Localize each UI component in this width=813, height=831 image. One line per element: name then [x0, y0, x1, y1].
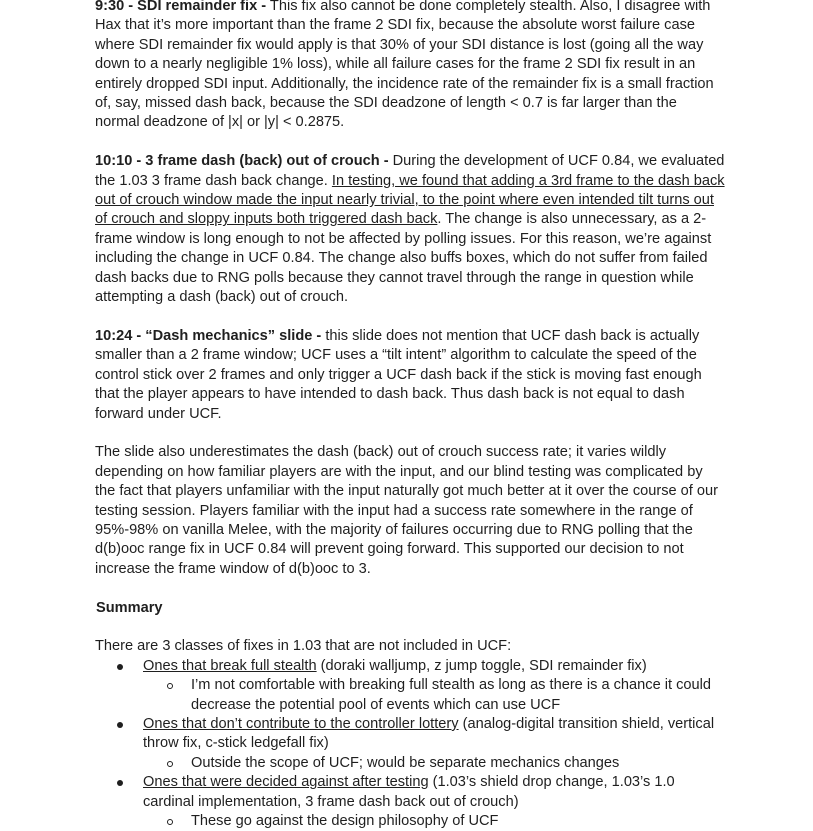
list-item-label: Ones that don’t contribute to the controller lottery	[143, 715, 459, 732]
hollow-bullet-icon	[167, 819, 173, 825]
paragraph-dash-mechanics-slide	[95, 327, 725, 424]
list-item-detail: (doraki walljump, z jump toggle, SDI remainder fix)	[316, 657, 647, 674]
summary-heading: Summary	[96, 599, 163, 616]
sub-list-item-text: I’m not comfortable with breaking full stealth as long as there is a chance it could decrease the potential pool of events which can use UCF	[191, 677, 711, 713]
sub-list-item	[95, 754, 725, 773]
list-item	[95, 715, 725, 754]
paragraph-sdi-remainder-fix	[95, 0, 725, 133]
list-item-label: Ones that were decided against after testing	[143, 774, 429, 791]
summary-list	[95, 657, 725, 831]
paragraph-text: . The change is also unnecessary, as a 2-frame window is long enough to not be affected by polling issues. For this reason, we’re against including the change in UCF 0.84. The change also buffs boxes, which do not suffer from failed dash backs due to RNG polls because they cannot travel through the range in question while attempting a dash (back) out of crouch.	[95, 211, 712, 306]
paragraph-text: During the development of UCF 0.84, we evaluated the 1.03 3 frame dash back change.	[95, 153, 725, 189]
list-item-detail: (analog-digital transition shield, vertical throw fix, c-stick ledgefall fix)	[143, 715, 715, 752]
list-item-detail: (1.03’s shield drop change, 1.03’s 1.0 cardinal implementation, 3 frame dash back out of crouch)	[143, 774, 675, 810]
paragraph-success-rate: The slide also underestimates the dash (back) out of crouch success rate; it varies wildly depending on how familiar players are with the input, and our blind testing was complicated by the fact that players unfamiliar with the input naturally got much better at it over the course of our testing session. Players familiar with the input had a success rate somewhere in the range of 95%-98% on vanilla Melee, with the majority of failures occurring due to RNG polling that the d(b)ooc range fix in UCF 0.84 will prevent going forward. This supported our decision to not increase the frame window of d(b)ooc to 3.	[95, 444, 718, 577]
document-body	[95, 0, 725, 831]
hollow-bullet-icon	[167, 761, 173, 767]
section-heading-slide: 10:24 - “Dash mechanics” slide -	[95, 327, 322, 344]
bullet-icon	[117, 664, 123, 670]
underlined-testing-finding: In testing, we found that adding a 3rd frame to the dash back out of crouch window made the input nearly trivial, to the point where even intended tilt turns out of crouch and sloppy inputs both triggered dash back	[95, 172, 725, 228]
list-item	[95, 773, 725, 812]
list-item-label: Ones that break full stealth	[143, 657, 317, 674]
section-heading-sdi: 9:30 - SDI remainder fix -	[95, 0, 267, 14]
bullet-icon	[117, 722, 123, 728]
bullet-icon	[117, 780, 123, 786]
sub-list-item-text: Outside the scope of UCF; would be separate mechanics changes	[191, 754, 620, 771]
paragraph-dash-out-of-crouch	[95, 152, 725, 307]
list-item	[95, 657, 725, 676]
sub-list-item	[95, 812, 725, 831]
summary-intro: There are 3 classes of fixes in 1.03 that are not included in UCF:	[95, 638, 512, 655]
paragraph-text: This fix also cannot be done completely stealth. Also, I disagree with Hax that it’s more important than the frame 2 SDI fix, because the absolute worst failure case where SDI remainder fix would apply is that 30% of your SDI distance is lost (going all the way down to a nearly negligible 1% loss), while all failure cases for the frame 2 SDI fix result in an entirely dropped SDI input. Additionally, the incidence rate of the remainder fix is a small fraction of, say, missed dash back, because the SDI deadzone of length < 0.7 is far larger than the normal deadzone of |x| or |y| < 0.2875.	[95, 0, 714, 131]
paragraph-text: this slide does not mention that UCF dash back is actually smaller than a 2 frame window; UCF uses a “tilt intent” algorithm to calculate the speed of the control stick over 2 frames and only trigger a UCF dash back if the stick is moving fast enough that the player appears to have intended to dash back. Thus dash back is not equal to dash forward under UCF.	[95, 327, 702, 422]
hollow-bullet-icon	[167, 683, 173, 689]
section-heading-dash: 10:10 - 3 frame dash (back) out of crouch -	[95, 153, 389, 170]
sub-list-item-text: These go against the design philosophy of UCF	[191, 812, 499, 829]
sub-list-item	[95, 676, 725, 715]
